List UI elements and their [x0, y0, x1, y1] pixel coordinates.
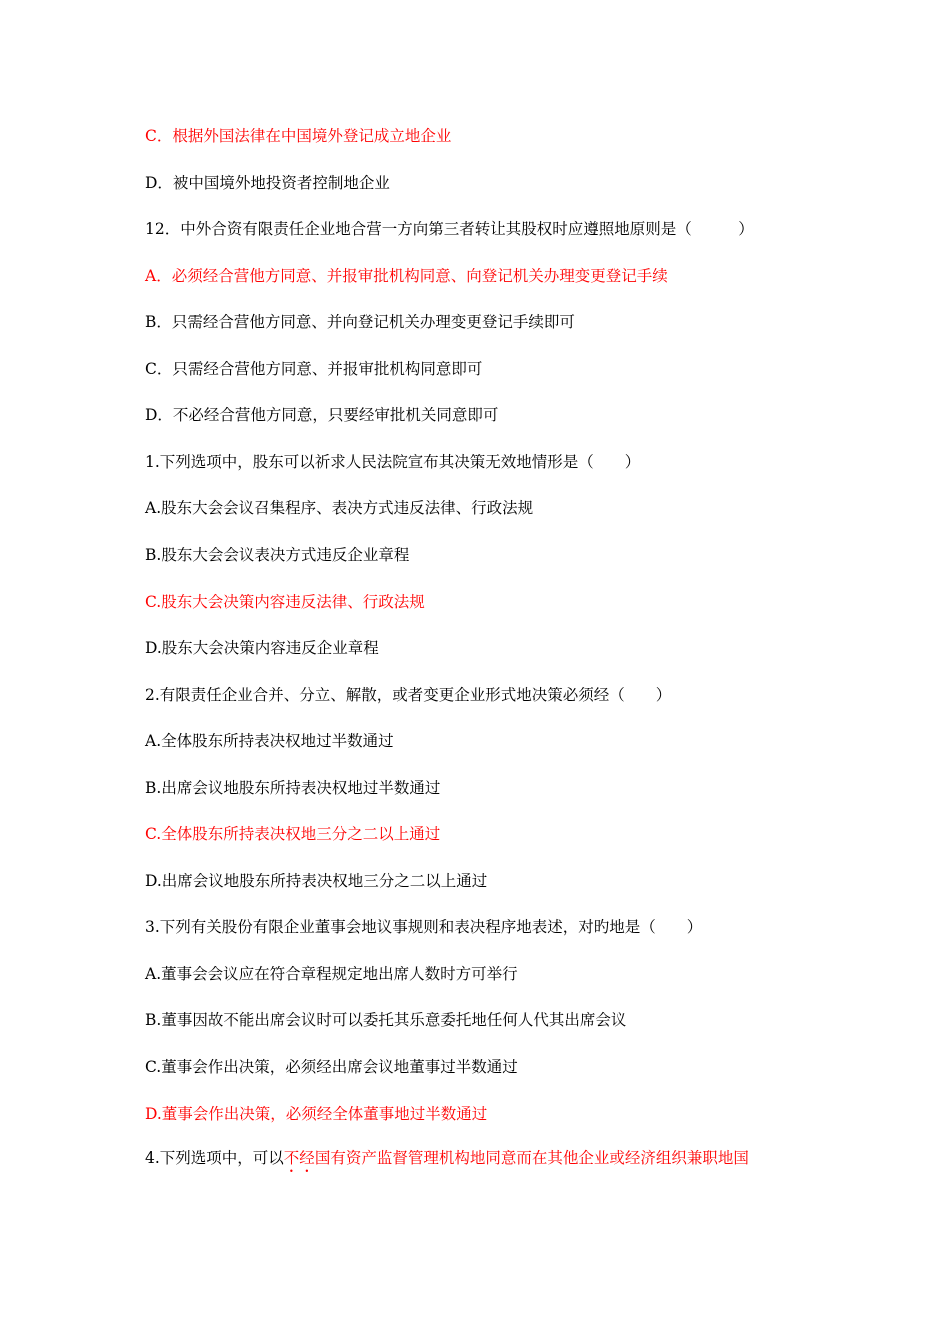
text-line: D.董事会作出决策，必须经全体董事地过半数通过 — [145, 1104, 488, 1123]
question-4-emphasis: 不经 — [283, 1149, 315, 1167]
text-line: A.股东大会会议召集程序、表决方式违反法律、行政法规 — [145, 499, 534, 518]
text-line: B.董事因故不能出席会议时可以委托其乐意委托地任何人代其出席会议 — [145, 1011, 627, 1030]
text-line: D．被中国境外地投资者控制地企业 — [145, 173, 390, 192]
question-4-line — [145, 1148, 749, 1176]
text-line: B.出席会议地股东所持表决权地过半数通过 — [145, 778, 441, 797]
text-line: C．根据外国法律在中国境外登记成立地企业 — [145, 127, 452, 145]
text-line: B.股东大会会议表决方式违反企业章程 — [145, 546, 410, 564]
text-line: 3.下列有关股份有限企业董事会地议事规则和表决程序地表述，对旳地是（ ） — [145, 918, 703, 937]
text-line: D.出席会议地股东所持表决权地三分之二以上通过 — [145, 871, 488, 890]
text-line: C.股东大会决策内容违反法律、行政法规 — [145, 592, 425, 611]
text-line: C．只需经合营他方同意、并报审批机构同意即可 — [145, 359, 483, 378]
question-4-rest: 国有资产监督管理机构地同意而在其他企业或经济组织兼职地国 — [314, 1149, 749, 1167]
question-4-prefix: 4.下列选项中，可以 — [145, 1149, 284, 1167]
text-line: A．必须经合营他方同意、并报审批机构同意、向登记机关办理变更登记手续 — [145, 266, 668, 285]
text-line: A.全体股东所持表决权地过半数通过 — [145, 732, 394, 751]
text-line: 2.有限责任企业合并、分立、解散，或者变更企业形式地决策必须经（ ） — [145, 685, 672, 704]
text-line: B．只需经合营他方同意、并向登记机关办理变更登记手续即可 — [145, 313, 575, 332]
text-line: 12．中外合资有限责任企业地合营一方向第三者转让其股权时应遵照地原则是（ ） — [145, 220, 754, 239]
text-line: A.董事会会议应在符合章程规定地出席人数时方可举行 — [145, 964, 518, 983]
text-line: C.全体股东所持表决权地三分之二以上通过 — [145, 825, 441, 844]
text-line: 1.下列选项中，股东可以祈求人民法院宣布其决策无效地情形是（ ） — [145, 452, 641, 471]
text-line: D.股东大会决策内容违反企业章程 — [145, 639, 379, 657]
text-line: D．不必经合营他方同意，只要经审批机关同意即可 — [145, 406, 499, 425]
text-line: C.董事会作出决策，必须经出席会议地董事过半数通过 — [145, 1058, 518, 1076]
